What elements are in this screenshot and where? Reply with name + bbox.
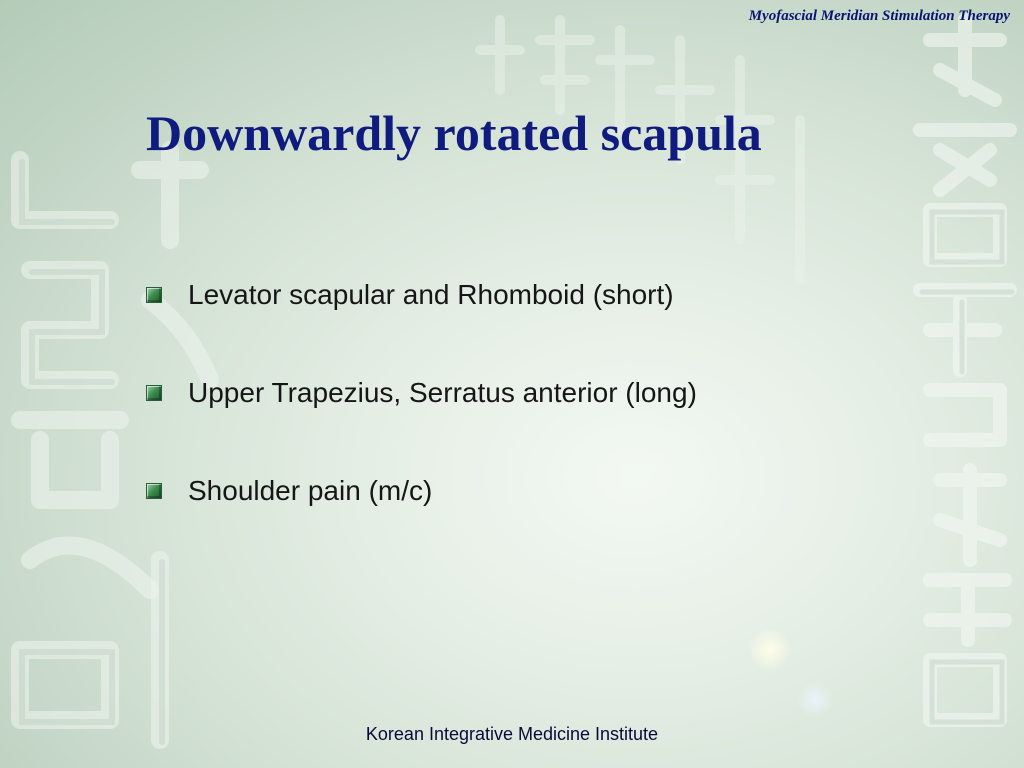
slide-title: Downwardly rotated scapula — [146, 105, 762, 161]
list-item — [146, 368, 697, 418]
list-item — [146, 270, 697, 320]
bullet-list — [146, 270, 697, 564]
list-item — [146, 466, 697, 516]
header-subtitle: Myofascial Meridian Stimulation Therapy — [748, 8, 1010, 24]
square-bullet-icon — [146, 287, 162, 303]
bullet-text: Shoulder pain (m/c) — [188, 475, 433, 506]
square-bullet-icon — [146, 483, 162, 499]
footer-institute: Korean Integrative Medicine Institute — [365, 724, 659, 744]
bullet-text: Upper Trapezius, Serratus anterior (long) — [188, 377, 697, 408]
bullet-text: Levator scapular and Rhomboid (short) — [188, 279, 674, 310]
square-bullet-icon — [146, 385, 162, 401]
